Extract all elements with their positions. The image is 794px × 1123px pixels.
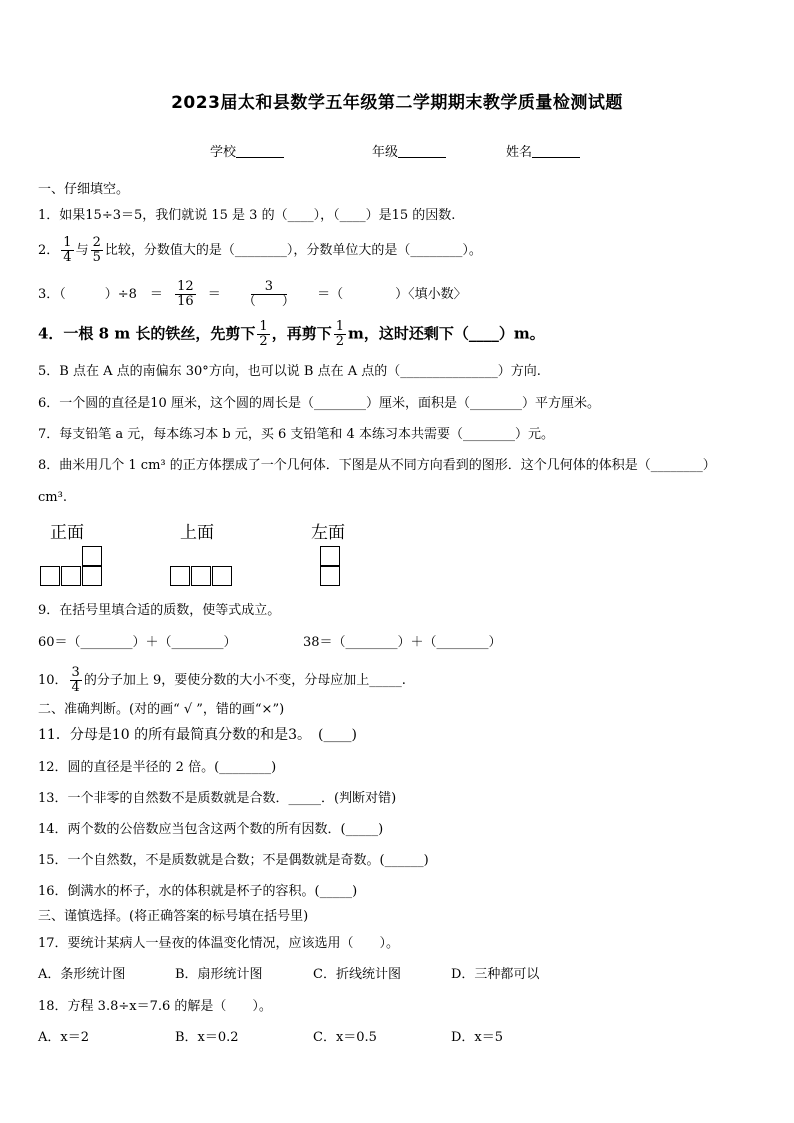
question-4-part3: m，这时还剩下（____）m。 — [348, 324, 545, 343]
section-2-heading: 二、准确判断。(对的画“ √ ”，错的画“×”) — [38, 702, 285, 717]
question-17-option-d[interactable]: D．三种都可以 — [451, 967, 540, 982]
question-11: 11．分母是10 的所有最简真分数的和是3。 (____) — [38, 727, 357, 743]
front-view-cell — [82, 546, 102, 566]
fraction-one-half — [257, 320, 269, 349]
fraction-three-quarters — [70, 666, 82, 695]
front-view-cell — [82, 566, 102, 586]
top-view-cell — [191, 566, 211, 586]
question-8-unit: cm³. — [38, 490, 67, 505]
question-17: 17．要统计某病人一昼夜的体温变化情况，应该选用（ ）。 — [38, 936, 400, 951]
question-3-part2: ＝（ ）〈填小数〉 — [317, 287, 467, 302]
fraction-one-quarter — [61, 236, 73, 265]
question-2-connector: 与 — [75, 243, 89, 258]
question-2-text: 比较，分数值大的是（________），分数单位大的是（________）。 — [104, 243, 482, 258]
fraction-denominator: 16 — [177, 294, 194, 309]
grade-label: 年级 — [372, 145, 399, 160]
top-view-cell — [212, 566, 232, 586]
question-9-equation-a: 60＝（________）＋（________） — [38, 635, 237, 650]
name-blank[interactable] — [532, 145, 580, 158]
section-3-heading: 三、谨慎选择。(将正确答案的标号填在括号里) — [38, 909, 309, 924]
question-18: 18．方程 3.8÷x＝7.6 的解是（ ）。 — [38, 999, 272, 1014]
question-2 — [38, 236, 482, 265]
left-view-label: 左面 — [311, 523, 345, 543]
question-4 — [38, 320, 545, 349]
question-1: 1．如果15÷3＝5，我们就说 15 是 3 的（____），（____）是15 的因数. — [38, 208, 456, 223]
question-12: 12．圆的直径是半径的 2 倍。(________) — [38, 760, 277, 775]
fraction-denominator: 4 — [71, 680, 80, 695]
front-view-cell — [61, 566, 81, 586]
question-3-equals: ＝ — [207, 287, 221, 302]
question-4-part1: 4．一根 8 m 长的铁丝，先剪下 — [38, 324, 256, 343]
question-3-part1: 3．（ ）÷8 ＝ — [38, 287, 163, 302]
fraction-two-fifths — [91, 236, 103, 265]
question-9: 9．在括号里填合适的质数，使等式成立。 — [38, 603, 281, 618]
fraction-numerator: 1 — [259, 319, 268, 334]
school-blank[interactable] — [236, 145, 284, 158]
fraction-one-half — [334, 320, 346, 349]
page-title: 2023届太和县数学五年级第二学期期末教学质量检测试题 — [171, 93, 623, 113]
question-10 — [38, 666, 406, 695]
front-view-label: 正面 — [50, 523, 84, 543]
fraction-denominator: 2 — [259, 334, 268, 349]
question-18-option-a[interactable]: A．x＝2 — [38, 1030, 89, 1045]
fraction-denominator: 2 — [335, 334, 344, 349]
front-view-cell — [40, 566, 60, 586]
fraction-numerator: 3 — [71, 665, 80, 680]
fraction-denominator: 5 — [92, 250, 101, 265]
question-16: 16．倒满水的杯子，水的体积就是杯子的容积。(_____) — [38, 884, 358, 899]
fraction-denominator: 4 — [63, 250, 72, 265]
name-field — [506, 141, 580, 160]
name-label: 姓名 — [506, 145, 533, 160]
fraction-numerator: 2 — [92, 235, 101, 250]
grade-blank[interactable] — [398, 145, 446, 158]
question-17-option-b[interactable]: B．扇形统计图 — [175, 967, 263, 982]
question-18-option-d[interactable]: D．x＝5 — [451, 1030, 504, 1045]
question-18-option-b[interactable]: B．x＝0.2 — [175, 1030, 239, 1045]
question-3 — [38, 280, 467, 309]
fraction-numerator: 12 — [177, 279, 194, 294]
question-5: 5．B 点在 A 点的南偏东 30°方向，也可以说 B 点在 A 点的（_______________）方向. — [38, 364, 541, 379]
question-13: 13．一个非零的自然数不是质数就是合数．_____．(判断对错) — [38, 791, 397, 806]
fraction-numerator: 3 — [251, 280, 287, 295]
grade-field — [372, 141, 446, 160]
question-9-equation-b: 38＝（________）＋（________） — [303, 635, 502, 650]
question-17-option-a[interactable]: A．条形统计图 — [38, 967, 126, 982]
question-10-text: 的分子加上 9，要使分数的大小不变，分母应加上_____. — [83, 673, 406, 688]
question-2-number: 2． — [38, 243, 60, 258]
question-7: 7．每支铅笔 a 元，每本练习本 b 元，买 6 支铅笔和 4 本练习本共需要（________）元。 — [38, 427, 554, 442]
section-1-heading: 一、仔细填空。 — [38, 182, 130, 197]
fraction-numerator: 1 — [335, 319, 344, 334]
question-17-option-c[interactable]: C．折线统计图 — [313, 967, 401, 982]
question-8: 8．曲米用几个 1 cm³ 的正方体摆成了一个几何体．下图是从不同方向看到的图形．这个几何体的体积是（________） — [38, 458, 716, 473]
question-4-part2: ，再剪下 — [271, 324, 332, 343]
question-10-number: 10． — [38, 673, 68, 688]
fraction-numerator: 1 — [63, 235, 72, 250]
school-label: 学校 — [210, 145, 237, 160]
top-view-label: 上面 — [180, 523, 214, 543]
left-view-cell — [320, 546, 340, 566]
fraction-denominator: （ ） — [242, 294, 295, 309]
fraction-three-over-blank — [229, 280, 309, 309]
question-14: 14．两个数的公倍数应当包含这两个数的所有因数．(_____) — [38, 822, 384, 837]
school-field — [210, 141, 284, 160]
top-view-cell — [170, 566, 190, 586]
fraction-twelve-sixteenths — [175, 280, 196, 309]
question-18-option-c[interactable]: C．x＝0.5 — [313, 1030, 377, 1045]
question-15: 15．一个自然数，不是质数就是合数；不是偶数就是奇数。(______) — [38, 853, 429, 868]
question-6: 6．一个圆的直径是10 厘米，这个圆的周长是（________）厘米，面积是（________）平方厘米。 — [38, 396, 600, 411]
left-view-cell — [320, 566, 340, 586]
